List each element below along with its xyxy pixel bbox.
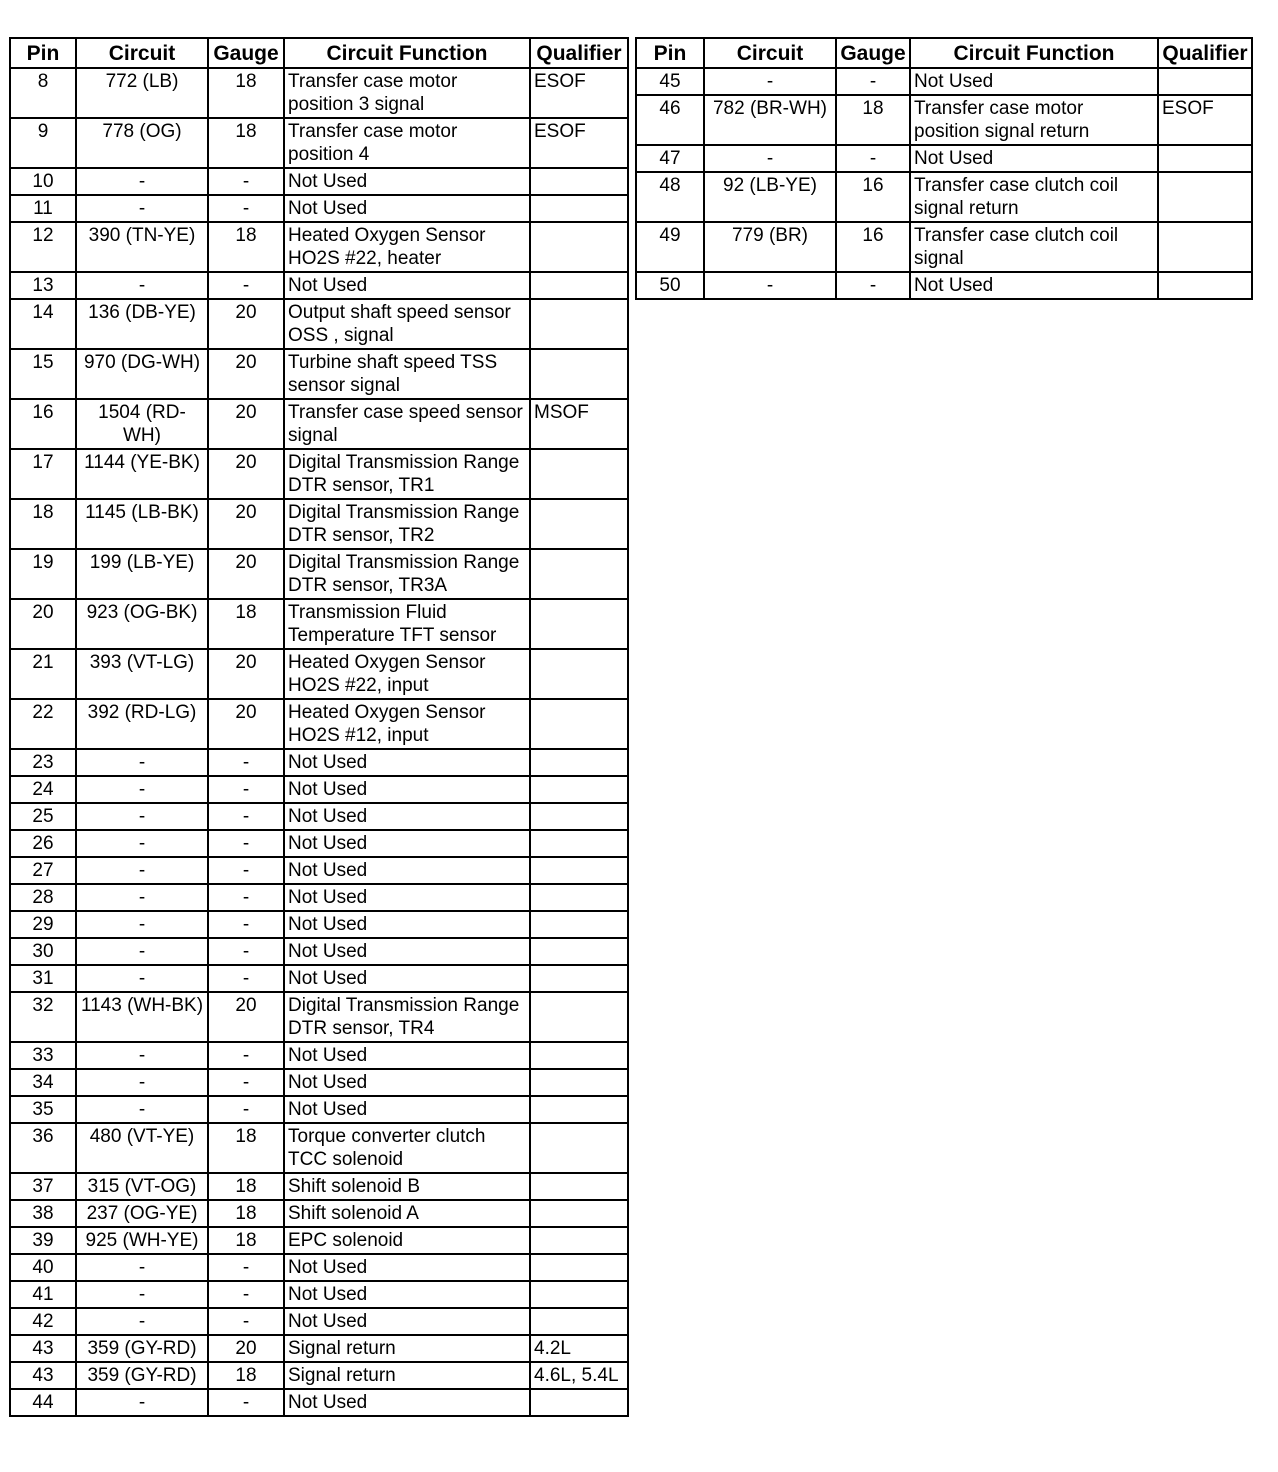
cell-pin: 18: [10, 499, 76, 549]
cell-qualifier: [1158, 145, 1252, 172]
cell-circuit: -: [76, 1096, 208, 1123]
cell-qualifier: [530, 499, 628, 549]
cell-pin: 45: [636, 68, 704, 95]
cell-circuit: 392 (RD-LG): [76, 699, 208, 749]
cell-gauge: 20: [208, 549, 284, 599]
table-row: [10, 649, 628, 699]
cell-pin: 50: [636, 272, 704, 299]
cell-qualifier: [530, 1389, 628, 1416]
header-qualifier: Qualifier: [530, 38, 628, 68]
cell-qualifier: [530, 195, 628, 222]
cell-pin: 8: [10, 68, 76, 118]
cell-gauge: 18: [208, 1227, 284, 1254]
cell-circuit-function: Digital Transmission Range DTR sensor, TR3A: [284, 549, 530, 599]
header-circuit-function: Circuit Function: [910, 38, 1158, 68]
table-row: [10, 776, 628, 803]
cell-circuit: -: [76, 749, 208, 776]
cell-gauge: 18: [208, 599, 284, 649]
cell-pin: 33: [10, 1042, 76, 1069]
cell-qualifier: [530, 349, 628, 399]
cell-circuit: 1143 (WH-BK): [76, 992, 208, 1042]
cell-gauge: -: [208, 1254, 284, 1281]
cell-circuit: -: [76, 830, 208, 857]
cell-circuit-function: Digital Transmission Range DTR sensor, TR4: [284, 992, 530, 1042]
cell-qualifier: [1158, 172, 1252, 222]
cell-circuit: 970 (DG-WH): [76, 349, 208, 399]
cell-qualifier: [1158, 222, 1252, 272]
cell-circuit-function: Shift solenoid A: [284, 1200, 530, 1227]
pinout-table-left: [9, 37, 629, 1417]
cell-pin: 22: [10, 699, 76, 749]
cell-qualifier: [530, 272, 628, 299]
cell-pin: 21: [10, 649, 76, 699]
table-row: [10, 222, 628, 272]
cell-circuit: -: [76, 1069, 208, 1096]
table-row: [10, 399, 628, 449]
cell-qualifier: ESOF: [1158, 95, 1252, 145]
cell-pin: 43: [10, 1362, 76, 1389]
cell-circuit-function: Not Used: [284, 857, 530, 884]
table-body-left: [10, 68, 628, 1416]
cell-pin: 41: [10, 1281, 76, 1308]
cell-gauge: -: [836, 272, 910, 299]
cell-qualifier: [530, 222, 628, 272]
cell-gauge: -: [208, 1389, 284, 1416]
cell-circuit-function: Heated Oxygen Sensor HO2S #22, input: [284, 649, 530, 699]
cell-circuit-function: Not Used: [284, 195, 530, 222]
cell-circuit-function: Not Used: [910, 68, 1158, 95]
cell-circuit: -: [76, 1254, 208, 1281]
cell-pin: 28: [10, 884, 76, 911]
table-body-right: [636, 68, 1252, 299]
table-row: [10, 272, 628, 299]
table-row: [10, 749, 628, 776]
table-row: [10, 1308, 628, 1335]
cell-qualifier: [530, 168, 628, 195]
cell-circuit-function: Not Used: [284, 1389, 530, 1416]
cell-qualifier: [530, 884, 628, 911]
cell-gauge: 18: [836, 95, 910, 145]
cell-qualifier: [530, 299, 628, 349]
cell-circuit-function: Turbine shaft speed TSS sensor signal: [284, 349, 530, 399]
cell-pin: 31: [10, 965, 76, 992]
cell-circuit-function: Transfer case clutch coil signal: [910, 222, 1158, 272]
cell-circuit-function: Not Used: [284, 830, 530, 857]
cell-qualifier: [530, 549, 628, 599]
cell-circuit-function: Not Used: [284, 803, 530, 830]
table-row: [10, 830, 628, 857]
cell-circuit: -: [704, 68, 836, 95]
cell-circuit-function: Not Used: [284, 1281, 530, 1308]
cell-pin: 38: [10, 1200, 76, 1227]
cell-pin: 10: [10, 168, 76, 195]
cell-qualifier: 4.6L, 5.4L: [530, 1362, 628, 1389]
cell-qualifier: [530, 649, 628, 699]
table-row: [10, 965, 628, 992]
table-row: [10, 449, 628, 499]
cell-circuit-function: Not Used: [284, 884, 530, 911]
cell-pin: 12: [10, 222, 76, 272]
cell-pin: 49: [636, 222, 704, 272]
cell-pin: 40: [10, 1254, 76, 1281]
cell-qualifier: [530, 749, 628, 776]
header-gauge: Gauge: [836, 38, 910, 68]
table-row: [10, 1362, 628, 1389]
cell-qualifier: [530, 803, 628, 830]
cell-circuit-function: EPC solenoid: [284, 1227, 530, 1254]
cell-circuit-function: Signal return: [284, 1362, 530, 1389]
cell-qualifier: [530, 1123, 628, 1173]
header-gauge: Gauge: [208, 38, 284, 68]
cell-pin: 13: [10, 272, 76, 299]
cell-qualifier: [530, 830, 628, 857]
table-row: [10, 857, 628, 884]
cell-circuit: -: [76, 1308, 208, 1335]
cell-circuit-function: Shift solenoid B: [284, 1173, 530, 1200]
cell-pin: 48: [636, 172, 704, 222]
table-header-row: [636, 38, 1252, 68]
cell-qualifier: [1158, 272, 1252, 299]
cell-pin: 32: [10, 992, 76, 1042]
cell-circuit: -: [76, 938, 208, 965]
cell-gauge: 20: [208, 349, 284, 399]
cell-gauge: 18: [208, 1123, 284, 1173]
cell-gauge: -: [208, 272, 284, 299]
header-qualifier: Qualifier: [1158, 38, 1252, 68]
cell-gauge: 18: [208, 118, 284, 168]
cell-gauge: -: [836, 68, 910, 95]
cell-circuit-function: Not Used: [910, 145, 1158, 172]
cell-pin: 46: [636, 95, 704, 145]
cell-gauge: -: [208, 168, 284, 195]
cell-gauge: 20: [208, 699, 284, 749]
cell-circuit-function: Not Used: [284, 1042, 530, 1069]
cell-circuit-function: Heated Oxygen Sensor HO2S #12, input: [284, 699, 530, 749]
pinout-table-right: [635, 37, 1253, 300]
header-circuit: Circuit: [76, 38, 208, 68]
cell-pin: 16: [10, 399, 76, 449]
cell-pin: 42: [10, 1308, 76, 1335]
cell-pin: 36: [10, 1123, 76, 1173]
table-row: [10, 168, 628, 195]
table-row: [10, 1042, 628, 1069]
cell-pin: 11: [10, 195, 76, 222]
cell-circuit: 136 (DB-YE): [76, 299, 208, 349]
cell-qualifier: [530, 1227, 628, 1254]
cell-circuit: 772 (LB): [76, 68, 208, 118]
cell-pin: 47: [636, 145, 704, 172]
table-row: [10, 68, 628, 118]
table-row: [10, 911, 628, 938]
table-row: [10, 1389, 628, 1416]
cell-circuit-function: Not Used: [284, 272, 530, 299]
cell-gauge: -: [208, 1281, 284, 1308]
cell-qualifier: [530, 449, 628, 499]
cell-pin: 9: [10, 118, 76, 168]
cell-pin: 19: [10, 549, 76, 599]
table-row: [10, 803, 628, 830]
cell-circuit: 925 (WH-YE): [76, 1227, 208, 1254]
cell-circuit: 782 (BR-WH): [704, 95, 836, 145]
cell-pin: 30: [10, 938, 76, 965]
cell-circuit-function: Transmission Fluid Temperature TFT sensor: [284, 599, 530, 649]
cell-gauge: -: [836, 145, 910, 172]
cell-gauge: -: [208, 195, 284, 222]
cell-gauge: -: [208, 749, 284, 776]
cell-circuit: -: [76, 965, 208, 992]
table-row: [10, 1123, 628, 1173]
cell-qualifier: [530, 699, 628, 749]
header-pin: Pin: [10, 38, 76, 68]
cell-gauge: -: [208, 830, 284, 857]
cell-pin: 29: [10, 911, 76, 938]
cell-pin: 25: [10, 803, 76, 830]
cell-circuit: 778 (OG): [76, 118, 208, 168]
table-row: [10, 599, 628, 649]
table-row: [636, 272, 1252, 299]
cell-qualifier: [530, 1200, 628, 1227]
cell-pin: 37: [10, 1173, 76, 1200]
cell-circuit-function: Transfer case clutch coil signal return: [910, 172, 1158, 222]
cell-circuit-function: Torque converter clutch TCC solenoid: [284, 1123, 530, 1173]
cell-qualifier: [530, 1042, 628, 1069]
cell-qualifier: [530, 776, 628, 803]
table-row: [10, 1254, 628, 1281]
cell-qualifier: MSOF: [530, 399, 628, 449]
cell-qualifier: [530, 938, 628, 965]
header-circuit-function: Circuit Function: [284, 38, 530, 68]
cell-qualifier: [530, 992, 628, 1042]
header-circuit: Circuit: [704, 38, 836, 68]
table-row: [10, 992, 628, 1042]
cell-circuit: -: [76, 1281, 208, 1308]
cell-gauge: -: [208, 776, 284, 803]
header-pin: Pin: [636, 38, 704, 68]
cell-pin: 15: [10, 349, 76, 399]
cell-qualifier: [530, 857, 628, 884]
table-row: [10, 699, 628, 749]
cell-circuit: -: [76, 1042, 208, 1069]
table-row: [10, 1335, 628, 1362]
cell-pin: 23: [10, 749, 76, 776]
cell-circuit-function: Not Used: [284, 776, 530, 803]
cell-qualifier: [530, 911, 628, 938]
table-header-row: [10, 38, 628, 68]
table-row: [10, 884, 628, 911]
cell-circuit: 390 (TN-YE): [76, 222, 208, 272]
table-row: [10, 1096, 628, 1123]
cell-circuit: 1504 (RD-WH): [76, 399, 208, 449]
cell-qualifier: ESOF: [530, 68, 628, 118]
cell-circuit: 359 (GY-RD): [76, 1335, 208, 1362]
cell-qualifier: [530, 965, 628, 992]
cell-circuit: -: [76, 776, 208, 803]
cell-pin: 35: [10, 1096, 76, 1123]
cell-qualifier: [530, 1281, 628, 1308]
cell-gauge: -: [208, 1069, 284, 1096]
cell-circuit-function: Digital Transmission Range DTR sensor, TR1: [284, 449, 530, 499]
cell-circuit: -: [76, 1389, 208, 1416]
cell-pin: 27: [10, 857, 76, 884]
cell-qualifier: [530, 1308, 628, 1335]
cell-circuit: 480 (VT-YE): [76, 1123, 208, 1173]
cell-pin: 24: [10, 776, 76, 803]
cell-circuit: 779 (BR): [704, 222, 836, 272]
cell-circuit: 315 (VT-OG): [76, 1173, 208, 1200]
cell-circuit-function: Not Used: [284, 965, 530, 992]
cell-circuit: 393 (VT-LG): [76, 649, 208, 699]
table-row: [636, 222, 1252, 272]
cell-circuit: -: [76, 911, 208, 938]
table-row: [10, 549, 628, 599]
cell-qualifier: 4.2L: [530, 1335, 628, 1362]
cell-pin: 17: [10, 449, 76, 499]
cell-circuit: -: [76, 272, 208, 299]
cell-circuit-function: Not Used: [284, 1254, 530, 1281]
cell-circuit: 237 (OG-YE): [76, 1200, 208, 1227]
cell-circuit: 1144 (YE-BK): [76, 449, 208, 499]
cell-circuit-function: Digital Transmission Range DTR sensor, TR2: [284, 499, 530, 549]
cell-circuit: 359 (GY-RD): [76, 1362, 208, 1389]
cell-pin: 14: [10, 299, 76, 349]
cell-circuit-function: Transfer case motor position 3 signal: [284, 68, 530, 118]
cell-gauge: 20: [208, 399, 284, 449]
cell-circuit-function: Transfer case speed sensor signal: [284, 399, 530, 449]
cell-circuit-function: Heated Oxygen Sensor HO2S #22, heater: [284, 222, 530, 272]
cell-gauge: -: [208, 884, 284, 911]
cell-gauge: 20: [208, 449, 284, 499]
cell-circuit: 92 (LB-YE): [704, 172, 836, 222]
cell-qualifier: [530, 1173, 628, 1200]
cell-gauge: 16: [836, 222, 910, 272]
cell-circuit: -: [76, 195, 208, 222]
table-row: [636, 68, 1252, 95]
cell-circuit-function: Transfer case motor position signal return: [910, 95, 1158, 145]
cell-pin: 44: [10, 1389, 76, 1416]
cell-circuit-function: Signal return: [284, 1335, 530, 1362]
table-row: [10, 1200, 628, 1227]
table-row: [10, 1069, 628, 1096]
cell-circuit: -: [76, 803, 208, 830]
cell-gauge: -: [208, 965, 284, 992]
cell-circuit-function: Not Used: [284, 938, 530, 965]
cell-gauge: -: [208, 938, 284, 965]
cell-circuit: -: [704, 272, 836, 299]
cell-gauge: -: [208, 1308, 284, 1335]
cell-circuit: -: [76, 857, 208, 884]
cell-circuit-function: Transfer case motor position 4: [284, 118, 530, 168]
table-row: [10, 1281, 628, 1308]
cell-gauge: 20: [208, 1335, 284, 1362]
cell-circuit: -: [76, 168, 208, 195]
table-row: [10, 499, 628, 549]
table-row: [636, 95, 1252, 145]
cell-circuit-function: Output shaft speed sensor OSS , signal: [284, 299, 530, 349]
cell-pin: 20: [10, 599, 76, 649]
table-row: [10, 349, 628, 399]
table-row: [10, 299, 628, 349]
cell-circuit: -: [704, 145, 836, 172]
cell-circuit: 1145 (LB-BK): [76, 499, 208, 549]
cell-circuit-function: Not Used: [284, 1308, 530, 1335]
cell-gauge: 20: [208, 649, 284, 699]
cell-circuit: 199 (LB-YE): [76, 549, 208, 599]
cell-qualifier: [530, 599, 628, 649]
cell-gauge: -: [208, 803, 284, 830]
cell-gauge: 18: [208, 222, 284, 272]
cell-gauge: -: [208, 857, 284, 884]
table-row: [10, 938, 628, 965]
cell-circuit: 923 (OG-BK): [76, 599, 208, 649]
cell-gauge: 20: [208, 992, 284, 1042]
table-row: [10, 195, 628, 222]
cell-circuit-function: Not Used: [910, 272, 1158, 299]
cell-gauge: -: [208, 1096, 284, 1123]
cell-qualifier: [530, 1254, 628, 1281]
table-row: [636, 172, 1252, 222]
table-row: [10, 1173, 628, 1200]
table-row: [10, 1227, 628, 1254]
cell-gauge: 16: [836, 172, 910, 222]
cell-qualifier: [1158, 68, 1252, 95]
table-row: [10, 118, 628, 168]
cell-gauge: 20: [208, 299, 284, 349]
cell-gauge: 18: [208, 1200, 284, 1227]
cell-gauge: 20: [208, 499, 284, 549]
cell-gauge: -: [208, 911, 284, 938]
cell-pin: 39: [10, 1227, 76, 1254]
cell-qualifier: [530, 1096, 628, 1123]
cell-circuit-function: Not Used: [284, 168, 530, 195]
cell-circuit-function: Not Used: [284, 1069, 530, 1096]
cell-pin: 43: [10, 1335, 76, 1362]
cell-pin: 26: [10, 830, 76, 857]
cell-gauge: -: [208, 1042, 284, 1069]
cell-circuit-function: Not Used: [284, 749, 530, 776]
cell-circuit: -: [76, 884, 208, 911]
cell-pin: 34: [10, 1069, 76, 1096]
table-row: [636, 145, 1252, 172]
cell-qualifier: ESOF: [530, 118, 628, 168]
cell-gauge: 18: [208, 1362, 284, 1389]
cell-gauge: 18: [208, 68, 284, 118]
cell-gauge: 18: [208, 1173, 284, 1200]
cell-circuit-function: Not Used: [284, 911, 530, 938]
cell-circuit-function: Not Used: [284, 1096, 530, 1123]
cell-qualifier: [530, 1069, 628, 1096]
